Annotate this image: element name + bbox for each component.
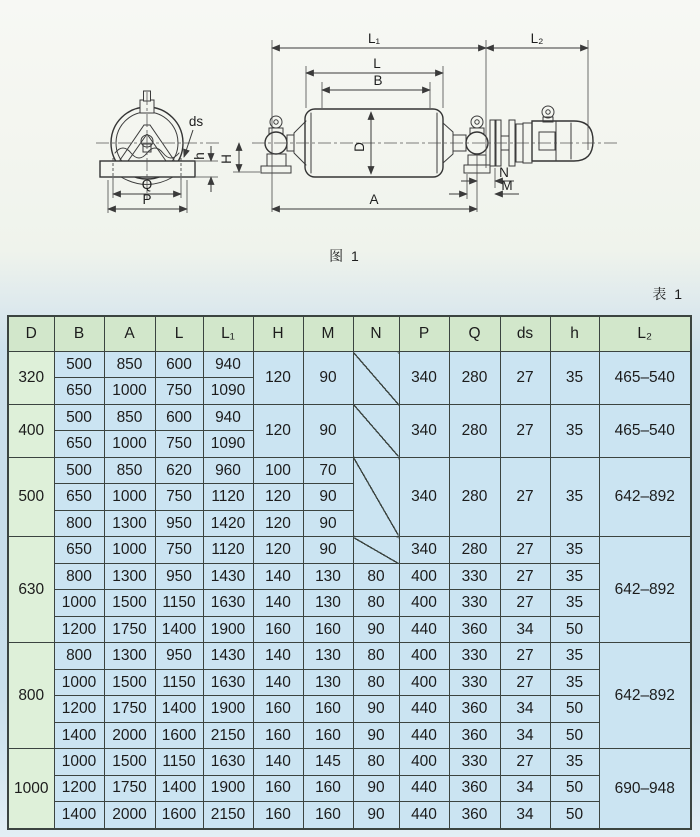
column-header-D: D <box>8 316 54 352</box>
column-header-h: h <box>550 316 599 352</box>
cell: 1120 <box>203 537 253 563</box>
cell: 35 <box>550 563 599 589</box>
cell: 650 <box>54 431 104 457</box>
cell: 1200 <box>54 696 104 722</box>
cell: 27 <box>500 352 550 405</box>
cell: 440 <box>399 722 449 748</box>
cell: 130 <box>303 590 353 616</box>
cell: 1300 <box>104 510 155 536</box>
dim-label-Q: Q <box>141 177 153 192</box>
cell: 650 <box>54 484 104 510</box>
cell: 160 <box>253 802 303 829</box>
cell: 650 <box>54 537 104 563</box>
table-row <box>8 722 691 748</box>
cell: 400 <box>8 404 54 457</box>
cell: 35 <box>550 352 599 405</box>
cell: 1200 <box>54 616 104 642</box>
cell: 50 <box>550 616 599 642</box>
cell: 1150 <box>155 590 203 616</box>
cell: 400 <box>399 669 449 695</box>
cell: 80 <box>353 563 399 589</box>
header-row <box>8 316 691 352</box>
cell: 650 <box>54 378 104 404</box>
cell: 850 <box>104 352 155 378</box>
cell: 160 <box>303 616 353 642</box>
cell: 80 <box>353 669 399 695</box>
cell: 330 <box>449 643 500 669</box>
cell: 1090 <box>203 378 253 404</box>
spec-table <box>7 315 692 830</box>
cell: 340 <box>399 404 449 457</box>
figure-caption: 图 1 <box>329 248 361 264</box>
column-header-B: B <box>54 316 104 352</box>
cell: 140 <box>253 590 303 616</box>
cell: 340 <box>399 457 449 536</box>
cell: 27 <box>500 643 550 669</box>
cell: 500 <box>54 404 104 430</box>
cell: 690–948 <box>599 749 691 829</box>
cell: 1300 <box>104 563 155 589</box>
cell: 160 <box>253 696 303 722</box>
cell: 330 <box>449 563 500 589</box>
cell: 120 <box>253 404 303 457</box>
cell: 1500 <box>104 590 155 616</box>
cell: 320 <box>8 352 54 405</box>
table-row <box>8 802 691 829</box>
cell: 2150 <box>203 802 253 829</box>
cell: 140 <box>253 749 303 775</box>
dim-label-H: H <box>219 154 234 164</box>
cell: 1400 <box>155 696 203 722</box>
cell: 1500 <box>104 749 155 775</box>
cell: 2000 <box>104 802 155 829</box>
cell: 130 <box>303 669 353 695</box>
cell: 120 <box>253 484 303 510</box>
column-header-L2: L₂ <box>599 316 691 352</box>
cell: 1400 <box>54 722 104 748</box>
cell: 35 <box>550 669 599 695</box>
cell: 90 <box>303 537 353 563</box>
cell: 27 <box>500 404 550 457</box>
table-row <box>8 404 691 430</box>
cell: 440 <box>399 616 449 642</box>
dim-label-M: M <box>501 178 513 193</box>
cell: 1000 <box>54 749 104 775</box>
table-row <box>8 775 691 801</box>
cell: 90 <box>303 352 353 405</box>
cell: 1300 <box>104 643 155 669</box>
column-header-H: H <box>253 316 303 352</box>
cell: 50 <box>550 722 599 748</box>
cell: 160 <box>253 722 303 748</box>
cell-slash <box>353 457 399 536</box>
table-row <box>8 537 691 563</box>
cell: 360 <box>449 722 500 748</box>
dim-label-N: N <box>499 165 509 180</box>
cell: 500 <box>54 352 104 378</box>
cell: 1200 <box>54 775 104 801</box>
cell: 34 <box>500 616 550 642</box>
cell: 160 <box>303 722 353 748</box>
cell: 27 <box>500 563 550 589</box>
cell: 120 <box>253 537 303 563</box>
cell-slash <box>353 352 399 405</box>
cell: 400 <box>399 749 449 775</box>
column-header-A: A <box>104 316 155 352</box>
table-row <box>8 669 691 695</box>
cell-slash <box>353 404 399 457</box>
cell: 1400 <box>54 802 104 829</box>
cell: 80 <box>353 749 399 775</box>
column-header-ds: ds <box>500 316 550 352</box>
cell: 1120 <box>203 484 253 510</box>
table-row <box>8 352 691 378</box>
cell: 400 <box>399 563 449 589</box>
cell: 160 <box>253 616 303 642</box>
cell: 1900 <box>203 775 253 801</box>
cell: 50 <box>550 802 599 829</box>
cell: 50 <box>550 775 599 801</box>
cell: 1000 <box>104 484 155 510</box>
cell: 80 <box>353 590 399 616</box>
cell: 2150 <box>203 722 253 748</box>
column-header-N: N <box>353 316 399 352</box>
cell: 940 <box>203 404 253 430</box>
cell: 160 <box>303 775 353 801</box>
cell: 400 <box>399 643 449 669</box>
cell: 280 <box>449 457 500 536</box>
cell: 465–540 <box>599 352 691 405</box>
cell: 50 <box>550 696 599 722</box>
dim-label-P: P <box>142 192 152 207</box>
column-header-L: L <box>155 316 203 352</box>
cell: 1600 <box>155 802 203 829</box>
cell: 950 <box>155 563 203 589</box>
cell: 360 <box>449 616 500 642</box>
cell: 27 <box>500 537 550 563</box>
cell: 440 <box>399 696 449 722</box>
table-row <box>8 643 691 669</box>
cell: 1150 <box>155 749 203 775</box>
cell: 90 <box>303 510 353 536</box>
cell: 330 <box>449 590 500 616</box>
cell: 1430 <box>203 643 253 669</box>
cell: 140 <box>253 563 303 589</box>
side-view <box>261 106 593 177</box>
cell: 500 <box>54 457 104 483</box>
cell: 90 <box>303 404 353 457</box>
table-row <box>8 749 691 775</box>
cell: 620 <box>155 457 203 483</box>
cell: 800 <box>8 643 54 749</box>
table-row <box>8 616 691 642</box>
cell: 35 <box>550 404 599 457</box>
cell: 90 <box>353 722 399 748</box>
cell: 440 <box>399 775 449 801</box>
cell: 440 <box>399 802 449 829</box>
cell: 160 <box>303 802 353 829</box>
cell: 280 <box>449 537 500 563</box>
cell: 27 <box>500 669 550 695</box>
cell: 90 <box>353 802 399 829</box>
cell: 1000 <box>104 431 155 457</box>
cell: 1000 <box>104 537 155 563</box>
cell: 160 <box>253 775 303 801</box>
cell: 950 <box>155 510 203 536</box>
cell: 800 <box>54 563 104 589</box>
cell: 35 <box>550 590 599 616</box>
cell: 35 <box>550 643 599 669</box>
cell: 330 <box>449 749 500 775</box>
column-header-L1: L₁ <box>203 316 253 352</box>
cell: 27 <box>500 590 550 616</box>
cell: 140 <box>253 669 303 695</box>
cell: 1630 <box>203 590 253 616</box>
cell: 750 <box>155 484 203 510</box>
cell: 330 <box>449 669 500 695</box>
cell: 140 <box>253 643 303 669</box>
cell: 340 <box>399 537 449 563</box>
cell: 34 <box>500 696 550 722</box>
column-header-Q: Q <box>449 316 500 352</box>
dim-label-h: h <box>192 152 207 160</box>
cell: 160 <box>303 696 353 722</box>
cell: 400 <box>399 590 449 616</box>
cell: 1750 <box>104 775 155 801</box>
cell: 600 <box>155 404 203 430</box>
cell: 90 <box>353 775 399 801</box>
cell: 1090 <box>203 431 253 457</box>
end-view <box>100 91 195 185</box>
cell: 35 <box>550 749 599 775</box>
cell: 360 <box>449 775 500 801</box>
cell: 100 <box>253 457 303 483</box>
cell: 1600 <box>155 722 203 748</box>
dim-label-A: A <box>369 192 379 207</box>
cell: 960 <box>203 457 253 483</box>
dim-label-L1: L₁ <box>367 31 381 46</box>
cell: 950 <box>155 643 203 669</box>
cell: 1400 <box>155 775 203 801</box>
cell: 120 <box>253 352 303 405</box>
table-row <box>8 457 691 483</box>
dim-label-L: L <box>373 56 381 71</box>
cell: 642–892 <box>599 457 691 536</box>
dim-label-L2: L₂ <box>530 31 544 46</box>
cell: 70 <box>303 457 353 483</box>
cell: 465–540 <box>599 404 691 457</box>
cell: 35 <box>550 537 599 563</box>
cell: 145 <box>303 749 353 775</box>
cell: 1000 <box>54 669 104 695</box>
dim-label-D: D <box>352 142 367 152</box>
cell: 800 <box>54 510 104 536</box>
cell: 800 <box>54 643 104 669</box>
cell: 27 <box>500 749 550 775</box>
cell: 600 <box>155 352 203 378</box>
cell: 360 <box>449 802 500 829</box>
cell: 2000 <box>104 722 155 748</box>
cell: 1000 <box>104 378 155 404</box>
cell: 360 <box>449 696 500 722</box>
dim-label-B: B <box>373 73 383 88</box>
cell: 90 <box>353 696 399 722</box>
cell: 500 <box>8 457 54 536</box>
cell: 940 <box>203 352 253 378</box>
cell: 130 <box>303 643 353 669</box>
cell: 630 <box>8 537 54 643</box>
cell: 35 <box>550 457 599 536</box>
table-row <box>8 563 691 589</box>
column-header-M: M <box>303 316 353 352</box>
dim-label-ds: ds <box>188 114 204 129</box>
cell: 1430 <box>203 563 253 589</box>
cell: 1400 <box>155 616 203 642</box>
cell: 1150 <box>155 669 203 695</box>
table-row <box>8 696 691 722</box>
cell: 80 <box>353 643 399 669</box>
cell: 27 <box>500 457 550 536</box>
cell: 90 <box>353 616 399 642</box>
cell: 340 <box>399 352 449 405</box>
cell: 1750 <box>104 696 155 722</box>
cell: 850 <box>104 404 155 430</box>
cell: 642–892 <box>599 537 691 643</box>
cell: 1000 <box>8 749 54 829</box>
cell: 34 <box>500 802 550 829</box>
cell: 90 <box>303 484 353 510</box>
cell: 850 <box>104 457 155 483</box>
column-header-P: P <box>399 316 449 352</box>
cell: 1000 <box>54 590 104 616</box>
cell: 1750 <box>104 616 155 642</box>
table-caption: 表 1 <box>652 286 684 302</box>
cell: 280 <box>449 404 500 457</box>
cell: 750 <box>155 431 203 457</box>
cell: 642–892 <box>599 643 691 749</box>
cell: 34 <box>500 775 550 801</box>
cell: 130 <box>303 563 353 589</box>
cell: 1900 <box>203 616 253 642</box>
table-row <box>8 590 691 616</box>
cell-slash <box>353 537 399 563</box>
cell: 1630 <box>203 669 253 695</box>
cell: 1500 <box>104 669 155 695</box>
cell: 280 <box>449 352 500 405</box>
cell: 1420 <box>203 510 253 536</box>
cell: 1900 <box>203 696 253 722</box>
cell: 750 <box>155 537 203 563</box>
cell: 1630 <box>203 749 253 775</box>
cell: 34 <box>500 722 550 748</box>
cell: 120 <box>253 510 303 536</box>
cell: 750 <box>155 378 203 404</box>
